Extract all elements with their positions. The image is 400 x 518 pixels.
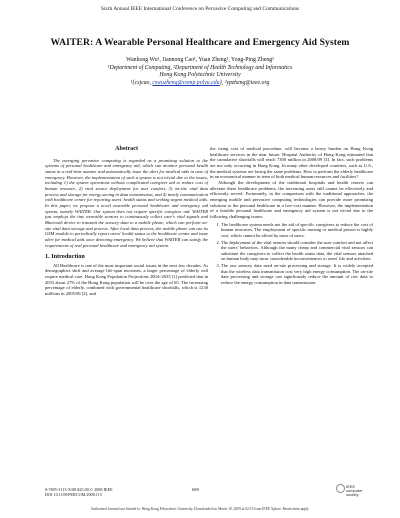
logo-line-2: computer bbox=[346, 488, 363, 494]
introduction-heading: 1. Introduction bbox=[45, 253, 85, 261]
affiliation: ¹Department of Computing, ²Department of Health Technology and Informatics bbox=[107, 64, 293, 71]
paper-title: WAITER: A Wearable Personal Healthcare and Emergency Aid System bbox=[50, 37, 350, 48]
email-link[interactable]: cswuzheng@comp.polyu.edu bbox=[152, 79, 220, 86]
conference-header: Sixth Annual IEEE International Conference on Pervasive Computing and Communications bbox=[100, 6, 300, 12]
author-names: Wanhong Wu¹, Jiannong Cao¹, Yuan Zheng¹, Yong-Ping Zheng² bbox=[126, 57, 274, 63]
footer-publication-info bbox=[45, 487, 113, 498]
list-item: 1. The healthcare system needs not the aid of specific caregivers to reduce the cost of human resources. The employment of specific nursing or medical person is highly cost, which cannot be afford by most of users. bbox=[221, 222, 373, 239]
logo-text bbox=[346, 485, 363, 498]
paragraph-1: the rising cost of medical procedure, will become a heavy burden on Hong Kong healthcare services in the near future. Hospital Authority of Hong Kong estimated that the cumulative shortfalls will reach 7300 million in 2008/09 [3]. In fact, such problems are not only occurring in Hong Kong. In many other developed countries, such as U.S., the medical systems are facing the same problems. How to perform the elderly healthcare in an economical manner in term of both medical human resources and facilities? bbox=[210, 146, 373, 180]
introduction-text: All Healthcare is one of the most important social issues in the next few decades. As demographics shift and average life-span increases, a larger percentage of elderly will require medical care. Hong Kong Population Projections 2004~2033 [1] predicted that in 2033 about 27% of the Hong Kong population will be over the age of 65. The increasing percentage of elderly, combined with governmental healthcare shortfalls, which is 1230 millions in 2005/06 [2], and bbox=[45, 262, 208, 297]
logo-ring-icon bbox=[336, 484, 345, 493]
logo-line-3: society bbox=[346, 492, 359, 498]
challenge-list bbox=[210, 222, 373, 286]
license-note: Authorized licensed use limited to: Hong Kong Polytechnic University. Downloaded on March 10, 2009 at 02:19 from IEEE Xplore. Restrictions apply. bbox=[90, 507, 310, 511]
emails-suffix: }, ²ypzheng@ieee.org bbox=[219, 79, 270, 86]
paragraph-2: Although the development of the traditional hospitals and health centers can alleviate these healthcare problems, the increasing users still cannot be effectively and efficiently served. Fortunately, in the comparison with the traditional approaches, the emerging mobile and pervasive computing technologies can provide more promising solutions to the personal healthcare in a low-cost manner. However, the implementation of a feasible personal healthcare and emergency aid system is not trivial due to the following challenging issues: bbox=[210, 179, 373, 219]
list-item: 2. The deployment of the vital sensors should consider the user comfort and not affect the users' behaviors. Although the many cheap and commercial vital sensors can substitute the caregivers to collect the health status data, the vital sensors attached on human body may incur considerable inconveniences to users' life and activities. bbox=[221, 240, 373, 263]
emails-prefix: ¹{csjcao, bbox=[130, 79, 153, 86]
abstract-text: The emerging pervasive computing is regarded as a promising solution to the systems of personal healthcare and emergency aid, which can monitor personal health status in a real-time manner and automatically issue the alert for medical aids in case of emergency. However, the implementation of such a system is not trivial due to the issues, including 1) the system operations without complicated caregiver aid to reduce cost of human resource, 2) vital sensor deployment for user comfort, 3) on-site vital data process and storage for energy saving in data transmission, and 4) timely communication with healthcare centre for reporting users' health status and seeking urgent medical aids. In this paper, we propose a novel wearable personal healthcare and emergency aid system, namely WAITER. Our system does not require specific caregiver aid. WAITER just employs the tiny wearable sensors to continuously collect user's vital signals and Bluetooth device to transmit the sensory data to a mobile phone, which can perform on-site vital data storage and process. After local data process, the mobile phone can use its GSM module to periodically report users' health status to the healthcare centre and issue alert for medical aids once detecting emergency. We believe that WAITER can satisfy the requirements of real personal healthcare and emergency aid system. bbox=[45, 157, 208, 248]
doi: DOI 10.1109/PERCOM.2008.115 bbox=[45, 492, 102, 498]
author-block bbox=[0, 57, 400, 87]
institution: Hong Kong Polytechnic University bbox=[159, 72, 241, 79]
left-column bbox=[45, 146, 208, 297]
emails bbox=[0, 80, 400, 88]
logo-line-1: IEEE bbox=[346, 484, 356, 489]
ieee-computer-society-logo bbox=[336, 482, 364, 500]
page-number: 680 bbox=[192, 487, 199, 492]
list-item: 3. The raw sensory data need on-site processing and storage. It is widely accepted that the wireless data transmission cost very high energy consumption. The on-site data processing and storage can significantly reduce the amount of raw data to reduce the energy consumption in data transmission. bbox=[221, 263, 373, 286]
right-column bbox=[210, 146, 373, 287]
isbn: 0-7695-3113-X/08 $25.00 © 2008 IEEE bbox=[45, 487, 113, 492]
abstract-heading: Abstract bbox=[114, 145, 139, 152]
